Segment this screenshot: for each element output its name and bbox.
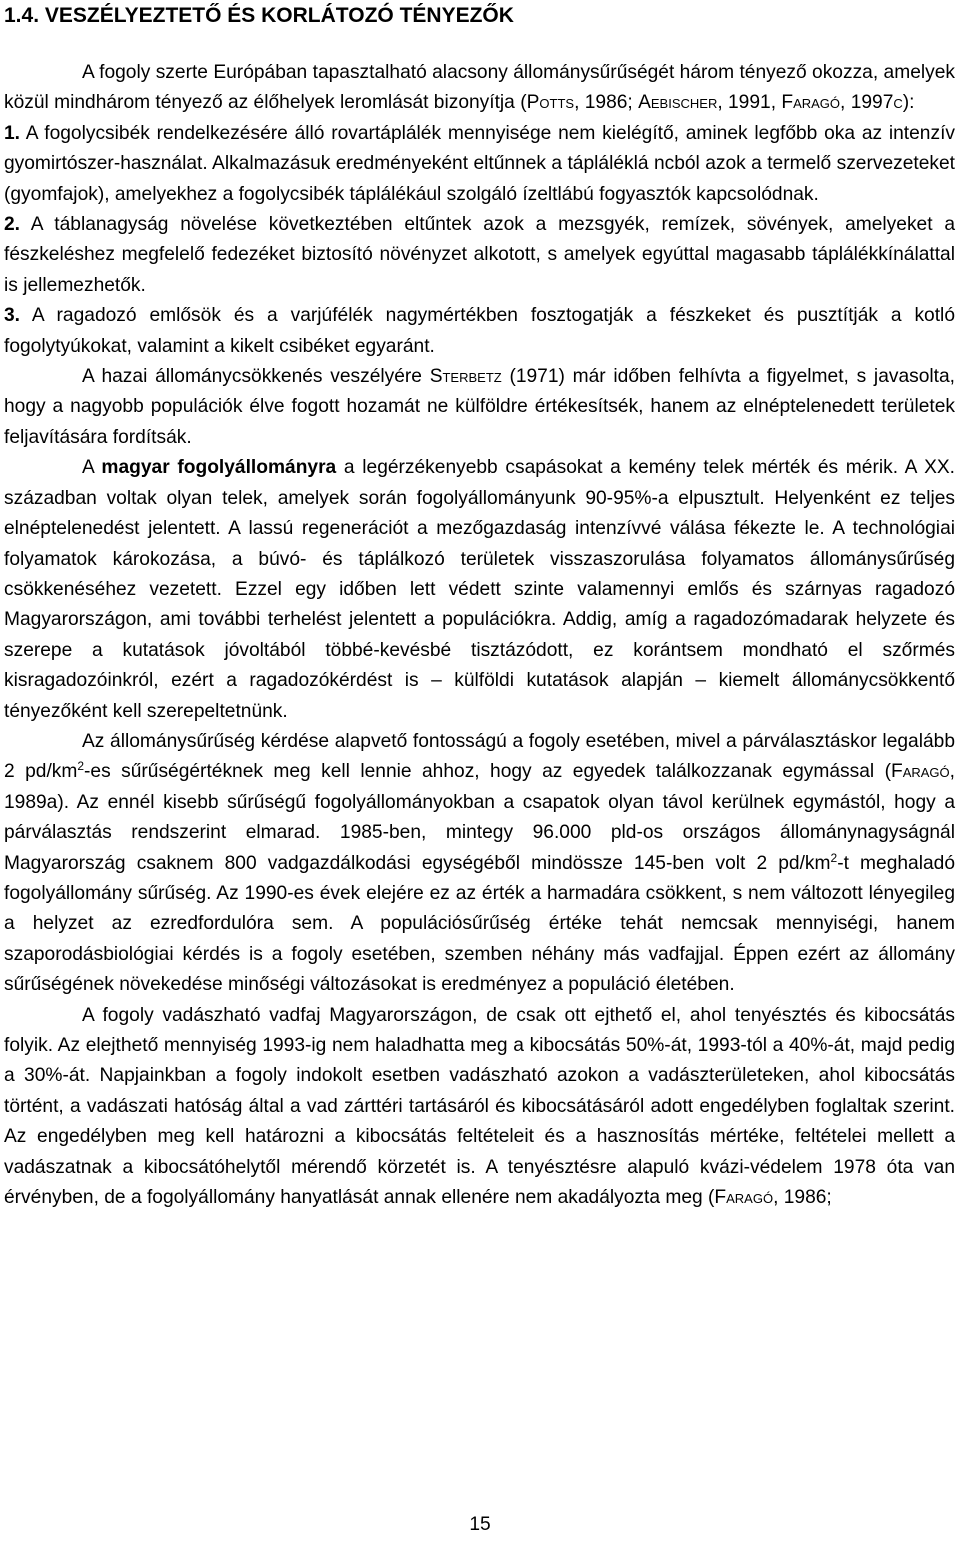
paragraph-text: -es sűrűségértéknek meg kell lennie ahhoz, hogy az egyedek találkozzanak egymással ( [84,761,891,783]
paragraph-text: , 1989a). Az ennél kisebb sűrűségű fogolyállományokban a csapatok olyan távol kerülnek egymástól, hogy a párválasztás rendszerint elmarad. 1985-ben, mintegy 96.000 pld-os országos állománynagyságnál Magyarország csaknem 800 vadgazdálkodási egységéből mindössze 145-ben volt 2 pd/km [4,761,955,874]
paragraph-density [4,727,955,1001]
citation-author: Potts [526,92,575,114]
body-text [4,58,955,1213]
list-number: 2. [4,214,21,236]
citation-author: Aebischer [638,92,718,114]
list-item-text: A fogolycsibék rendelkezésére álló rovartáplálék mennyisége nem kielégítő, aminek legfőbb oka az intenzív gyomirtószer-használat. Alkalmazásuk eredményeként eltűnnek a tápláléklá ncból azok a termelő szervezeteket (gyomfajok), amelyekhez a fogolycsibék táplálékául szolgáló ízeltlábú fogyasztók kapcsolódnak. [4,122,955,205]
intro-paragraph [4,58,955,119]
citation-author: Sterbetz [429,366,502,388]
list-number: 3. [4,305,21,327]
citation-author: Faragó [890,761,950,783]
paragraph-winters [4,453,955,727]
superscript: 2 [830,850,838,865]
citation-author: Faragó [714,1187,774,1209]
superscript: 2 [77,759,85,774]
citation-suffix: c [893,92,903,114]
citation-author: Faragó [781,92,841,114]
page-number: 15 [469,1514,491,1535]
intro-text-d: , 1997 [840,92,894,114]
section-heading: 1.4. VESZÉLYEZTETŐ ÉS KORLÁTOZÓ TÉNYEZŐK [4,4,514,27]
paragraph-text: -t meghaladó fogolyállomány sűrűség. Az 1990-es évek elejére ez az érték a harmadára csökkent, s nem változott lényegileg a helyzet az ezredfordulóra sem. A populációsűrűség értéke tehát nemcsak mennyiségi, hanem szaporodásbiológiai kérdés is a fogoly esetében, szemben néhány más vadfajjal. Éppen ezért az állomány sűrűségének növekedése minőségi változásokat is eredményez a populáció életében. [4,852,955,996]
paragraph-text: A fogoly vadászható vadfaj Magyarországon, de csak ott ejthető el, ahol tenyésztés és kibocsátás folyik. Az elejthető mennyiség 1993-ig nem haladhatta meg a kibocsátás 50%-át, 1993-tól a 40%-át, majd pedig a 30%-át. Napjainkban a fogoly indokolt esetben vadászható azokon a vadászterületeken, ahol kibocsátás történt, a vadászati hatóság által a vad zárttéri tartásáról és kibocsátásáról adott engedélyben foglaltak szerint. Az engedélyben meg kell határozni a kibocsátás feltételeit és a hasznosítás mértéke, feltételei mellett a vadászatnak a kibocsátóhelytől mérendő körzetét is. A tenyésztésre alapuló kvázi-védelem 1978 óta van érvényben, de a fogolyállomány hanyatlását annak ellenére nem akadályozta meg ( [4,1004,955,1209]
paragraph-text: Az állománysűrűség kérdése alapvető fontosságú a fogoly esetében, mivel a párválasztáskor legalább 2 pd/km [4,730,955,783]
intro-text-e: ): [902,92,915,114]
intro-text-b: , 1986; [574,92,639,114]
list-item-text: A ragadozó emlősök és a varjúfélék nagymértékben fosztogatják a fészkeket és pusztítják a kotló fogolytyúkokat, valamint a kikelt csibéket egyaránt. [4,305,955,357]
intro-text-a: A fogoly szerte Európában tapasztalható alacsony állománysűrűségét három tényező okozza, amelyek közül mindhárom tényező az élőhelyek leromlását bizonyítja ( [4,62,955,114]
list-item-3 [4,301,955,362]
list-item-1 [4,119,955,210]
paragraph-hunting [4,1001,955,1214]
paragraph-text: (1971) már időben felhívta a figyelmet, s javasolta, hogy a nagyobb populációk élve fogott hozamát ne külföldre értékesítsék, hanem az elnéptelenedett területek feljavítására fordítsák. [4,366,955,448]
emphasis-text: magyar fogolyállományra [101,457,337,479]
intro-text-c: , 1991, [717,92,782,114]
paragraph-text: , 1986; [773,1187,832,1209]
paragraph-sterbetz [4,362,955,453]
list-item-2 [4,210,955,301]
paragraph-text: A [82,457,102,479]
list-item-text: A táblanagyság növelése következtében eltűntek azok a mezsgyék, remízek, sövények, amelyeket a fészkeléshez megfelelő fedezéket biztosító növényzet alkotott, s amelyek egyúttal magasabb táplálékkínálattal is jellemezhetők. [4,214,955,296]
paragraph-text: a legérzékenyebb csapásokat a kemény telek mérték és mérik. A XX. században voltak olyan telek, amelyek során fogolyállományunk 90-95%-a elpusztult. Helyenként ez teljes elnéptelenedést jelentett. A lassú regenerációt a mezőgazdaság intenzívvé válása fékezte le. A technológiai folyamatok károkozása, a búvó- és táplálkozó területek visszaszorulása folyamatos állománysűrűség csökkenéséhez vezetett. Ezzel egy időben lett védett szinte valamennyi emlős és szárnyas ragadozó Magyarországon, ami további terhelést jelentett a populációkra. Addig, amíg a ragadozómadarak helyzete és szerepe a kutatások jóvoltából többé-kevésbé tisztázódott, ez korántsem mondható el szőrmés kisragadozóinkról, ezért a ragadozókérdést is – külföldi kutatások alapján – kiemelt állománycsökkentő tényezőként kell szerepeltetnünk. [4,457,955,722]
list-number: 1. [4,122,21,144]
paragraph-text: A hazai állománycsökkenés veszélyére [82,366,430,388]
